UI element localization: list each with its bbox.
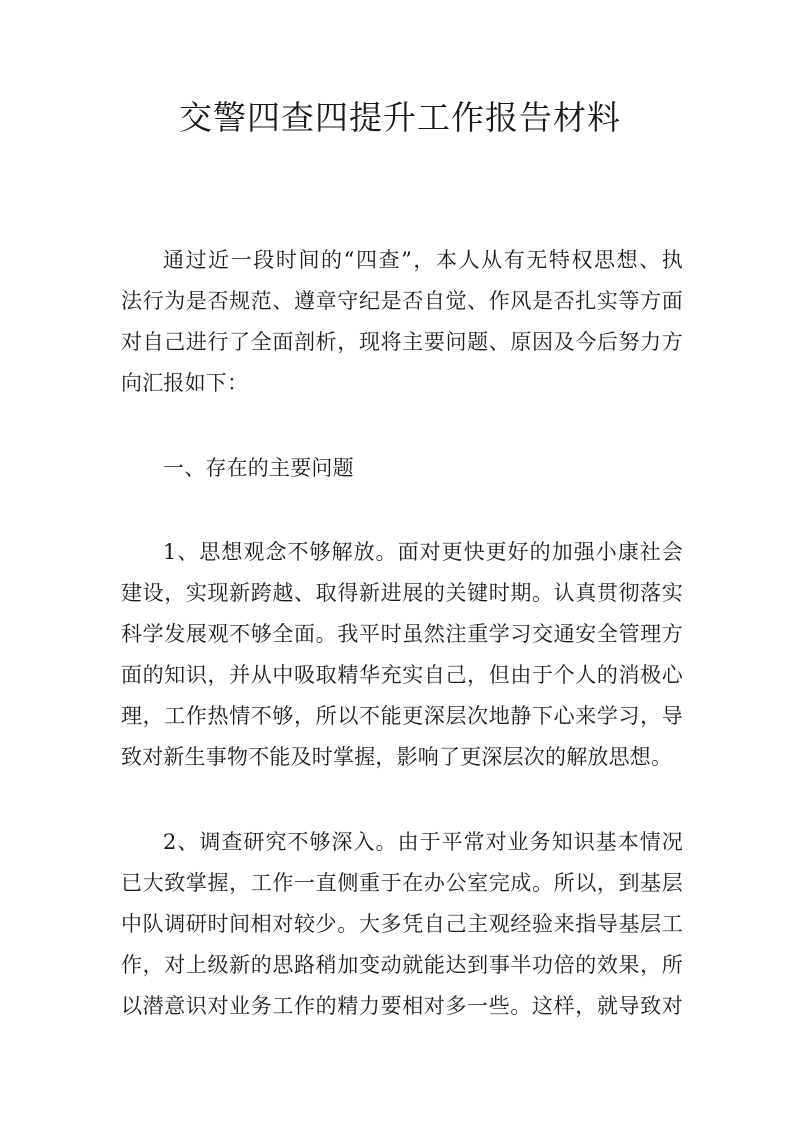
intro-paragraph <box>121 240 683 404</box>
text-line: 向汇报如下： <box>121 371 249 395</box>
text-line: 通过近一段时间的“四查”，本人从有无特权思想、执 <box>163 248 683 272</box>
text-line: 2、调查研究不够深入。由于平常对业务知识基本情况 <box>163 830 683 854</box>
text-line: 已大致掌握，工作一直侧重于在办公室完成。所以，到基层 <box>121 871 683 895</box>
text-line: 以潜意识对业务工作的精力要相对多一些。这样，就导致对 <box>121 994 683 1018</box>
text-line: 中队调研时间相对较少。大多凭自己主观经验来指导基层工 <box>121 912 683 936</box>
item-1-paragraph <box>121 532 683 778</box>
document-title: 交警四查四提升工作报告材料 <box>179 98 621 137</box>
text-line: 1、思想观念不够解放。面对更快更好的加强小康社会 <box>163 540 683 564</box>
section-heading-block <box>121 448 683 489</box>
text-line: 理，工作热情不够，所以不能更深层次地静下心来学习，导 <box>121 704 683 728</box>
text-line: 面的知识，并从中吸取精华充实自己，但由于个人的消极心 <box>121 663 683 687</box>
section-heading: 一、存在的主要问题 <box>163 456 354 480</box>
text-line: 科学发展观不够全面。我平时虽然注重学习交通安全管理方 <box>121 622 683 646</box>
text-line: 法行为是否规范、遵章守纪是否自觉、作风是否扎实等方面 <box>121 289 683 313</box>
item-2-paragraph <box>121 822 683 1027</box>
text-line: 致对新生事物不能及时掌握，影响了更深层次的解放思想。 <box>121 745 673 769</box>
text-line: 建设，实现新跨越、取得新进展的关键时期。认真贯彻落实 <box>121 581 683 605</box>
text-line: 对自己进行了全面剖析，现将主要问题、原因及今后努力方 <box>121 330 683 354</box>
text-line: 作，对上级新的思路稍加变动就能达到事半功倍的效果，所 <box>121 953 683 977</box>
